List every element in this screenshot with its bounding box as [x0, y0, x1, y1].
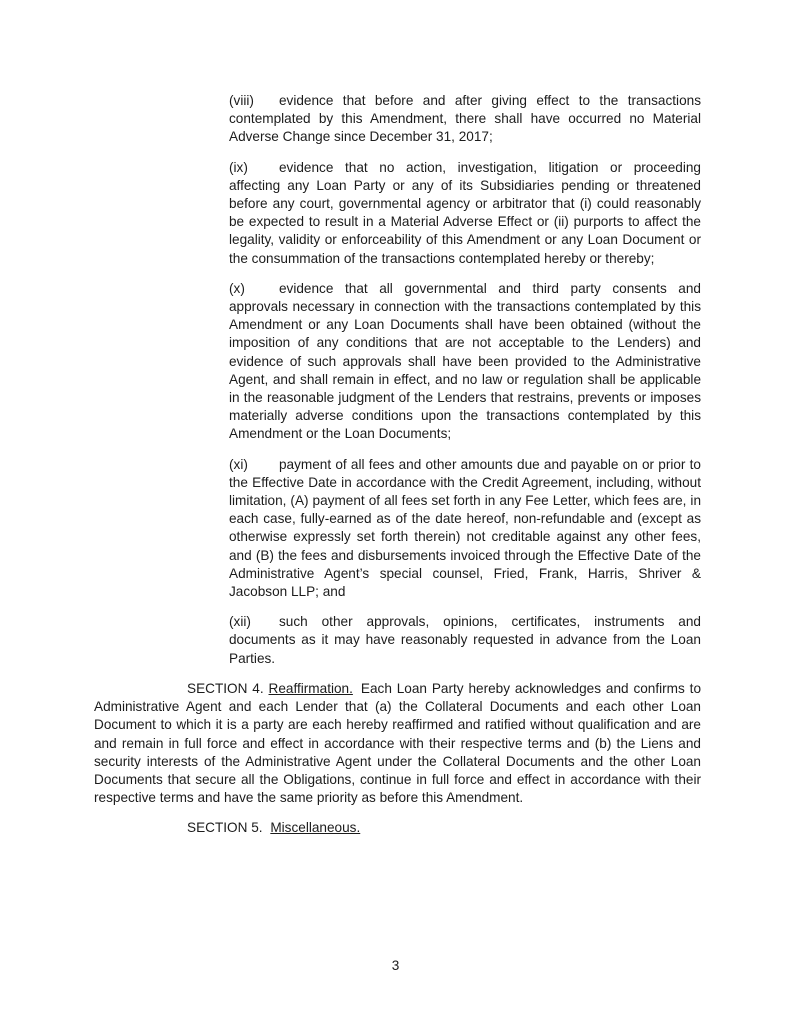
section-4-body: Each Loan Party hereby acknowledges and confirms to Administrative Agent and each Lender that (a) the Collateral Documents and each other Loan Document to which it is a party are each hereby reaffirmed and ratified without qualification and are and remain in full force and effect in accordance with their respective terms and (b) the Liens and security interests of the Administrative Agent under the Collateral Documents and the other Loan Documents that secure all the Obligations, continue in full force and effect in accordance with their respective terms and have the same priority as before this Amendment.	[94, 680, 702, 806]
clause-xi-label: (xi)	[229, 456, 248, 472]
clause-viii	[229, 92, 701, 147]
clause-x-label: (x)	[229, 280, 245, 296]
clause-x-text: evidence that all governmental and third party consents and approvals necessary in connection with the transactions contemplated by this Amendment or any Loan Documents shall have been obtained (without the imposition of any conditions that are not acceptable to the Lenders) and evidence of such approvals shall have been provided to the Administrative Agent, and shall remain in effect, and no law or regulation shall be applicable in the reasonable judgment of the Lenders that restrains, prevents or imposes materially adverse conditions upon the transactions contemplated by this Amendment or the Loan Documents;	[229, 280, 701, 442]
clause-x	[229, 280, 701, 444]
clause-viii-text: evidence that before and after giving effect to the transactions contemplated by this Amendment, there shall have occurred no Material Adverse Change since December 31, 2017;	[229, 93, 701, 145]
section-4-title: Reaffirmation.	[268, 680, 353, 696]
section-5-label: SECTION 5.	[187, 820, 263, 836]
clause-xii-label: (xii)	[229, 614, 251, 630]
clause-xi-text: payment of all fees and other amounts due and payable on or prior to the Effective Date in accordance with the Credit Agreement, including, without limitation, (A) payment of all fees set forth in any Fee Letter, which fees are, in each case, fully-earned as of the date hereof, non-refundable and (except as otherwise expressly set forth therein) not creditable against any other fees, and (B) the fees and disbursements invoiced through the Effective Date of the Administrative Agent’s special counsel, Fried, Frank, Harris, Shriver & Jacobson LLP; and	[229, 456, 701, 600]
clause-xii	[229, 613, 701, 668]
clause-ix	[229, 159, 701, 268]
clause-viii-label: (viii)	[229, 93, 254, 108]
section-4-label: SECTION 4.	[187, 680, 264, 696]
clause-ix-text: evidence that no action, investigation, litigation or proceeding affecting any Loan Party or any of its Subsidiaries pending or threatened before any court, governmental agency or arbitrator that (i) could reasonably be expected to result in a Material Adverse Effect or (ii) purports to affect the legality, validity or enforceability of this Amendment or any Loan Document or the consummation of the transactions contemplated hereby or thereby;	[229, 159, 701, 266]
clause-xii-text: such other approvals, opinions, certificates, instruments and documents as it may have reasonably requested in advance from the Loan Parties.	[229, 614, 701, 666]
page-number: 3	[391, 958, 400, 973]
section-4-paragraph	[94, 680, 701, 807]
document-body	[94, 92, 701, 838]
clause-xi	[229, 456, 701, 602]
section-5-title: Miscellaneous.	[270, 820, 361, 836]
section-5-paragraph	[94, 819, 701, 837]
clause-ix-label: (ix)	[229, 159, 248, 175]
